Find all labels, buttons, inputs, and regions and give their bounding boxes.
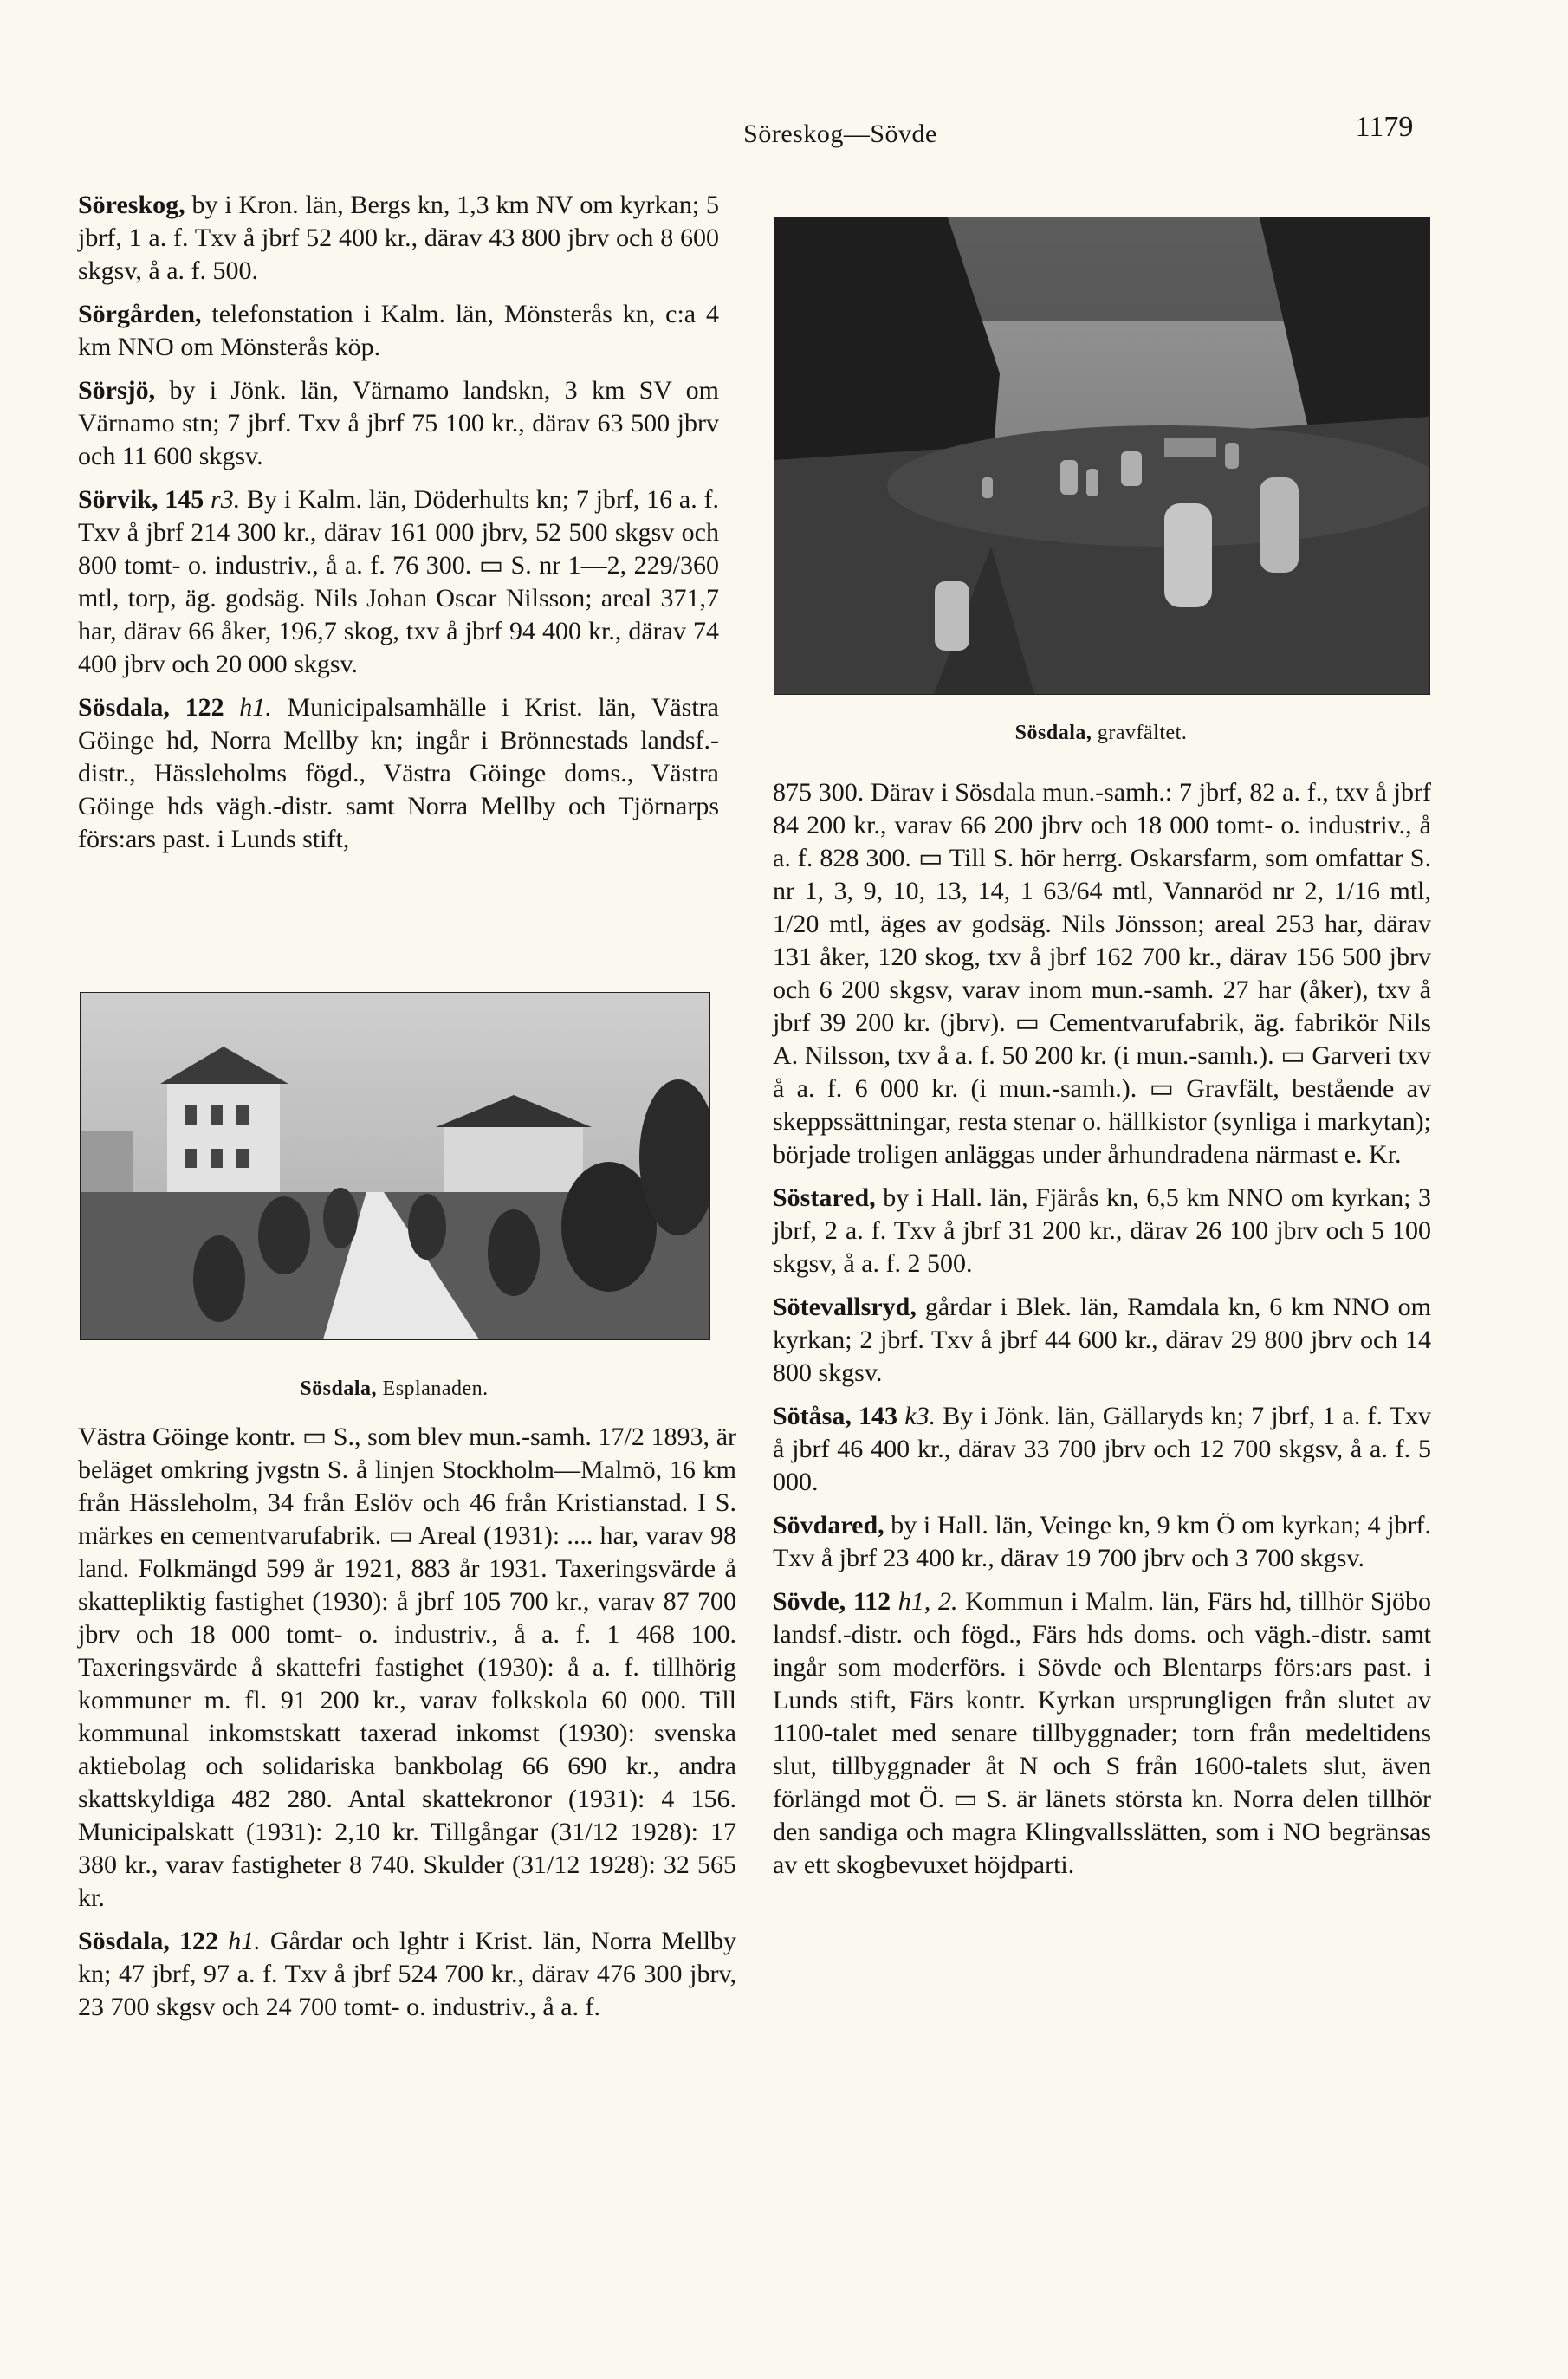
entry-text: Municipalsamhälle i Krist. län, Västra Göinge hd, Norra Mellby kn; ingår i Brönnestads landsf.-distr., Hässleholms fögd., Västra Göinge doms., Västra Göinge hds vägh.-distr. samt Norra Mellby och Tjörnarps förs:ars past. i Lunds stift,: [78, 693, 719, 853]
photo-esplanaden-drawing: [81, 993, 709, 1339]
page-number: 1179: [1355, 111, 1414, 143]
caption-text: Esplanaden.: [377, 1377, 489, 1400]
entry-soreskog: [78, 189, 719, 288]
headword: Sötevallsryd,: [773, 1293, 917, 1321]
map-ref: r3.: [204, 485, 241, 514]
map-ref: h1.: [224, 693, 272, 722]
entry-sosdala-municipal: [78, 691, 719, 856]
caption-place: Sösdala,: [1014, 722, 1092, 744]
map-ref: h1.: [218, 1927, 261, 1955]
entry-text: Kommun i Malm. län, Färs hd, tillhör Sjöbo landsf.-distr. och fögd., Färs hds doms. och vägh.-distr. samt ingår som moderförs. i Sövde och Blentarps förs:ars past. i Lunds stift, Färs kontr. Kyrkan ursprungligen från slutet av 1100-talet med senare tillbyggnader; torn från medeltidens slut, tillbyggnader åt N och S från 1600-talets slut, även förlängd mot Ö. ▭ S. är länets största kn. Norra delen tillhör den sandiga och magra Klingvallsslätten, som i NO begränsas av ett skogbevuxet höjdparti.: [773, 1587, 1432, 1879]
headword: Sötåsa, 143: [773, 1402, 898, 1430]
photo-gravfaltet-drawing: [774, 217, 1429, 694]
entry-sostared: [773, 1182, 1431, 1280]
entry-text: gårdar i Blek. län, Ramdala kn, 6 km NNO om kyrkan; 2 jbrf. Txv å jbrf 44 600 kr., därav 29 800 jbrv och 14 800 skgsv.: [773, 1293, 1431, 1387]
headword: Söreskog,: [78, 191, 185, 219]
entry-text: By i Kalm. län, Döderhults kn; 7 jbrf, 16 a. f. Txv å jbrf 214 300 kr., därav 161 000 jbrv, 52 500 skgsv och 800 tomt- o. industriv., å a. f. 76 300. ▭ S. nr 1—2, 229/360 mtl, torp, äg. godsäg. Nils Johan Oscar Nilsson; areal 371,7 har, därav 66 åker, 196,7 skog, txv å jbrf 94 400 kr., därav 74 400 jbrv och 20 000 skgsv.: [78, 485, 719, 678]
entry-sovde: [773, 1585, 1431, 1882]
right-column: [773, 776, 1431, 1892]
entry-sorsjo: [78, 374, 719, 473]
sosdala-farms-continuation: 875 300. Därav i Sösdala mun.-samh.: 7 jbrf, 82 a. f., txv å jbrf 84 200 kr., varav 66 200 jbrv och 18 000 tomt- o. industriv., å a. f. 828 300. ▭ Till S. hör herrg. Oskarsfarm, som omfattar S. nr 1, 3, 9, 10, 13, 14, 1 63/64 mtl, Vannaröd nr 2, 1/16 mtl, 1/20 mtl, äges av godsäg. Nils Jönsson; areal 253 har, därav 131 åker, 120 skog, txv å jbrf 162 700 kr., därav 156 500 jbrv och 6 200 skgsv, varav inom mun.-samh. 27 har (åker), txv å jbrf 39 200 kr. (jbrv). ▭ Cementvarufabrik, äg. fabrikör Nils A. Nilsson, txv å a. f. 50 200 kr. (i mun.-samh.). ▭ Garveri txv å a. f. 6 000 kr. (i mun.-samh.). ▭ Gravfält, bestående av skeppssättningar, resta stenar o. hällkistor (synliga i markytan); började troligen anläggas under århundradena närmast e. Kr.: [773, 778, 1431, 1169]
entry-sorgarden: [78, 298, 719, 364]
running-head: Söreskog—Sövde: [743, 120, 937, 148]
caption-gravfaltet: [774, 722, 1429, 745]
entry-sosdala-farms: [78, 1925, 736, 2024]
entry-text: By i Jönk. län, Gällaryds kn; 7 jbrf, 1 a. f. Txv å jbrf 46 400 kr., därav 33 700 jbrv och 12 700 skgsv, å a. f. 5 000.: [773, 1402, 1431, 1496]
entry-text: by i Hall. län, Veinge kn, 9 km Ö om kyrkan; 4 jbrf. Txv å jbrf 23 400 kr., därav 19 700 jbrv och 3 700 skgsv.: [773, 1511, 1431, 1572]
caption-place: Sösdala,: [300, 1377, 378, 1400]
headword: Sörsjö,: [78, 376, 156, 405]
headword: Sösdala, 122: [78, 1927, 219, 1955]
entry-sotasa: [773, 1400, 1431, 1499]
headword: Sövde, 112: [773, 1587, 891, 1616]
caption-esplanaden: [80, 1377, 709, 1401]
headword: Sösdala, 122: [78, 693, 224, 722]
entry-sotevallsryd: [773, 1291, 1431, 1390]
left-column-bottom: [78, 1421, 736, 2034]
left-column-top: [78, 189, 719, 866]
headword: Sövdared,: [773, 1511, 884, 1540]
caption-text: gravfältet.: [1092, 722, 1188, 744]
entry-text: by i Hall. län, Fjärås kn, 6,5 km NNO om kyrkan; 3 jbrf, 2 a. f. Txv å jbrf 31 200 kr., därav 26 100 jbrv och 5 100 skgsv, å a. f. 2 500.: [773, 1183, 1431, 1278]
map-ref: k3.: [897, 1402, 936, 1430]
entry-sorvik: [78, 483, 719, 681]
headword: Söstared,: [773, 1183, 876, 1212]
headword: Sörgården,: [78, 300, 202, 328]
entry-text: telefonstation i Kalm. län, Mönsterås kn, c:a 4 km NNO om Mönsterås köp.: [78, 300, 719, 361]
headword: Sörvik, 145: [78, 485, 204, 514]
map-ref: h1, 2.: [891, 1587, 958, 1616]
entry-text: by i Kron. län, Bergs kn, 1,3 km NV om kyrkan; 5 jbrf, 1 a. f. Txv å jbrf 52 400 kr., därav 43 800 jbrv och 8 600 skgsv, å a. f. 500.: [78, 191, 719, 285]
entry-sovdared: [773, 1509, 1431, 1575]
photo-gravfaltet: [774, 217, 1430, 695]
entry-text: by i Jönk. län, Värnamo landskn, 3 km SV om Värnamo stn; 7 jbrf. Txv å jbrf 75 100 kr., därav 63 500 jbrv och 11 600 skgsv.: [78, 376, 719, 470]
sosdala-continuation: Västra Göinge kontr. ▭ S., som blev mun.-samh. 17/2 1893, är beläget omkring jvgstn S. å linjen Stockholm—Malmö, 16 km från Hässleholm, 34 från Eslöv och 46 från Kristianstad. I S. märkes en cementvarufabrik. ▭ Areal (1931): .... har, varav 98 land. Folkmängd 599 år 1921, 883 år 1931. Taxeringsvärde å skattepliktig fastighet (1930): å jbrf 105 700 kr., varav 87 700 jbrv och 18 000 tomt- o. industriv., å a. f. 1 468 100. Taxeringsvärde å skattefri fastighet (1930): å a. f. tillhörig kommuner m. fl. 91 200 kr., varav folkskola 60 000. Till kommunal inkomstskatt taxerad inkomst (1930): svenska aktiebolag och solidariska bankbolag 66 690 kr., andra skattskyldiga 482 280. Antal skattekronor (1931): 4 156. Municipalskatt (1931): 2,10 kr. Tillgångar (31/12 1928): 17 380 kr., varav fastigheter 8 740. Skulder (31/12 1928): 32 565 kr.: [78, 1423, 736, 1912]
entry-text: Gårdar och lghtr i Krist. län, Norra Mellby kn; 47 jbrf, 97 a. f. Txv å jbrf 524 700 kr., därav 476 300 jbrv, 23 700 skgsv och 24 700 tomt- o. industriv., å a. f.: [78, 1927, 737, 2021]
photo-esplanaden: [80, 992, 710, 1340]
